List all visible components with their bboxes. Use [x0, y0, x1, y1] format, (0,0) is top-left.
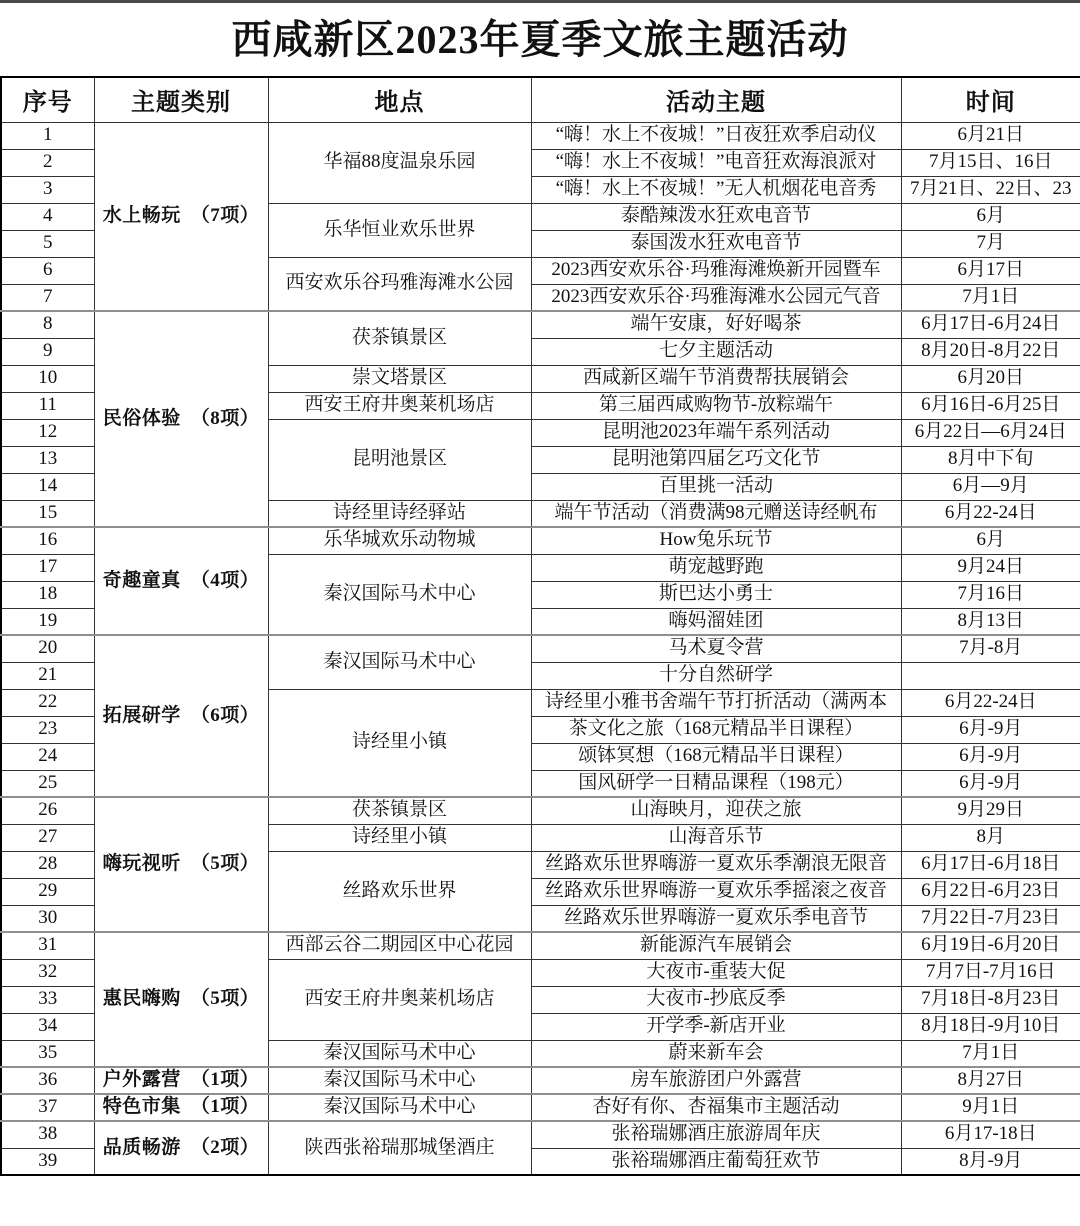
row-number-cell: 25 [1, 770, 94, 797]
time-cell: 6月19日-6月20日 [901, 932, 1080, 959]
activity-cell: 大夜市-抄底反季 [531, 986, 901, 1013]
time-cell: 9月24日 [901, 554, 1080, 581]
category-cell: 特色市集 （1项） [94, 1094, 268, 1121]
time-cell: 6月—9月 [901, 473, 1080, 500]
activity-cell: 山海音乐节 [531, 824, 901, 851]
row-number-cell: 2 [1, 149, 94, 176]
row-number-cell: 13 [1, 446, 94, 473]
row-number-cell: 26 [1, 797, 94, 824]
row-number-cell: 15 [1, 500, 94, 527]
activity-cell: 新能源汽车展销会 [531, 932, 901, 959]
row-number-cell: 17 [1, 554, 94, 581]
row-number-cell: 29 [1, 878, 94, 905]
time-cell: 6月22-24日 [901, 500, 1080, 527]
activity-cell: 西咸新区端午节消费帮扶展销会 [531, 365, 901, 392]
row-number-cell: 34 [1, 1013, 94, 1040]
location-cell: 秦汉国际马术中心 [268, 1094, 531, 1121]
row-number-cell: 8 [1, 311, 94, 338]
activity-cell: 杏好有你、杏福集市主题活动 [531, 1094, 901, 1121]
table-row [1, 122, 1080, 149]
row-number-cell: 10 [1, 365, 94, 392]
activity-cell: 端午节活动（消费满98元赠送诗经帆布 [531, 500, 901, 527]
time-cell: 6月22-24日 [901, 689, 1080, 716]
activity-cell: 萌宠越野跑 [531, 554, 901, 581]
time-cell: 7月18日-8月23日 [901, 986, 1080, 1013]
row-number-cell: 6 [1, 257, 94, 284]
time-cell: 8月 [901, 824, 1080, 851]
activity-cell: How兔乐玩节 [531, 527, 901, 554]
table-row [1, 932, 1080, 959]
time-cell: 6月21日 [901, 122, 1080, 149]
table-header [1, 77, 1080, 122]
time-cell: 6月17日-6月24日 [901, 311, 1080, 338]
header-activity: 活动主题 [531, 77, 901, 122]
table-row [1, 527, 1080, 554]
activity-cell: 斯巴达小勇士 [531, 581, 901, 608]
activity-cell: 蔚来新车会 [531, 1040, 901, 1067]
time-cell: 6月-9月 [901, 716, 1080, 743]
activity-cell: 颂钵冥想（168元精品半日课程） [531, 743, 901, 770]
table-row [1, 1121, 1080, 1148]
activity-cell: 2023西安欢乐谷·玛雅海滩焕新开园暨车 [531, 257, 901, 284]
location-cell: 秦汉国际马术中心 [268, 554, 531, 635]
time-cell: 6月 [901, 527, 1080, 554]
time-cell: 8月18日-9月10日 [901, 1013, 1080, 1040]
time-cell: 8月13日 [901, 608, 1080, 635]
time-cell: 6月-9月 [901, 743, 1080, 770]
table-row [1, 1094, 1080, 1121]
activity-cell: 茶文化之旅（168元精品半日课程） [531, 716, 901, 743]
time-cell [901, 662, 1080, 689]
table-row [1, 311, 1080, 338]
time-cell: 7月1日 [901, 1040, 1080, 1067]
row-number-cell: 12 [1, 419, 94, 446]
time-cell: 6月16日-6月25日 [901, 392, 1080, 419]
activity-cell: “嗨！水上不夜城！”日夜狂欢季启动仪 [531, 122, 901, 149]
time-cell: 6月22日—6月24日 [901, 419, 1080, 446]
time-cell: 6月17-18日 [901, 1121, 1080, 1148]
location-cell: 西安王府井奥莱机场店 [268, 392, 531, 419]
time-cell: 7月 [901, 230, 1080, 257]
activity-cell: 嗨妈溜娃团 [531, 608, 901, 635]
row-number-cell: 11 [1, 392, 94, 419]
row-number-cell: 3 [1, 176, 94, 203]
row-number-cell: 1 [1, 122, 94, 149]
activity-cell: 丝路欢乐世界嗨游一夏欢乐季潮浪无限音 [531, 851, 901, 878]
time-cell: 8月20日-8月22日 [901, 338, 1080, 365]
activity-table-body [1, 122, 1080, 1175]
header-no: 序号 [1, 77, 94, 122]
activity-cell: “嗨！水上不夜城！”电音狂欢海浪派对 [531, 149, 901, 176]
time-cell: 6月-9月 [901, 770, 1080, 797]
row-number-cell: 23 [1, 716, 94, 743]
row-number-cell: 31 [1, 932, 94, 959]
activity-cell: 丝路欢乐世界嗨游一夏欢乐季摇滚之夜音 [531, 878, 901, 905]
location-cell: 茯茶镇景区 [268, 797, 531, 824]
category-cell: 户外露营 （1项） [94, 1067, 268, 1094]
category-cell: 拓展研学 （6项） [94, 635, 268, 797]
row-number-cell: 4 [1, 203, 94, 230]
location-cell: 西安欢乐谷玛雅海滩水公园 [268, 257, 531, 311]
activity-cell: 诗经里小雅书舍端午节打折活动（满两本 [531, 689, 901, 716]
activity-cell: 张裕瑞娜酒庄旅游周年庆 [531, 1121, 901, 1148]
row-number-cell: 22 [1, 689, 94, 716]
time-cell: 7月15日、16日 [901, 149, 1080, 176]
location-cell: 华福88度温泉乐园 [268, 122, 531, 203]
location-cell: 西安王府井奥莱机场店 [268, 959, 531, 1040]
row-number-cell: 30 [1, 905, 94, 932]
row-number-cell: 20 [1, 635, 94, 662]
time-cell: 7月7日-7月16日 [901, 959, 1080, 986]
activity-cell: 张裕瑞娜酒庄葡萄狂欢节 [531, 1148, 901, 1175]
location-cell: 诗经里小镇 [268, 689, 531, 797]
time-cell: 7月-8月 [901, 635, 1080, 662]
row-number-cell: 21 [1, 662, 94, 689]
location-cell: 秦汉国际马术中心 [268, 635, 531, 689]
time-cell: 6月17日-6月18日 [901, 851, 1080, 878]
row-number-cell: 9 [1, 338, 94, 365]
activity-cell: 昆明池第四届乞巧文化节 [531, 446, 901, 473]
location-cell: 陕西张裕瑞那城堡酒庄 [268, 1121, 531, 1175]
activity-cell: 开学季-新店开业 [531, 1013, 901, 1040]
category-cell: 惠民嗨购 （5项） [94, 932, 268, 1067]
activity-cell: 第三届西咸购物节-放粽端午 [531, 392, 901, 419]
category-cell: 嗨玩视听 （5项） [94, 797, 268, 932]
location-cell: 茯茶镇景区 [268, 311, 531, 365]
row-number-cell: 33 [1, 986, 94, 1013]
row-number-cell: 19 [1, 608, 94, 635]
row-number-cell: 28 [1, 851, 94, 878]
table-row [1, 797, 1080, 824]
location-cell: 乐华恒业欢乐世界 [268, 203, 531, 257]
row-number-cell: 39 [1, 1148, 94, 1175]
time-cell: 7月1日 [901, 284, 1080, 311]
time-cell: 8月27日 [901, 1067, 1080, 1094]
time-cell: 6月 [901, 203, 1080, 230]
header-category: 主题类别 [94, 77, 268, 122]
location-cell: 乐华城欢乐动物城 [268, 527, 531, 554]
time-cell: 6月22日-6月23日 [901, 878, 1080, 905]
time-cell: 7月16日 [901, 581, 1080, 608]
activity-cell: 大夜市-重装大促 [531, 959, 901, 986]
time-cell: 8月-9月 [901, 1148, 1080, 1175]
row-number-cell: 14 [1, 473, 94, 500]
time-cell: 9月1日 [901, 1094, 1080, 1121]
activity-cell: 百里挑一活动 [531, 473, 901, 500]
location-cell: 丝路欢乐世界 [268, 851, 531, 932]
activity-table [0, 76, 1080, 1176]
page-title: 西咸新区2023年夏季文旅主题活动 [231, 17, 849, 62]
location-cell: 秦汉国际马术中心 [268, 1067, 531, 1094]
time-cell: 6月20日 [901, 365, 1080, 392]
row-number-cell: 18 [1, 581, 94, 608]
time-cell: 8月中下旬 [901, 446, 1080, 473]
row-number-cell: 24 [1, 743, 94, 770]
activity-cell: 2023西安欢乐谷·玛雅海滩水公园元气音 [531, 284, 901, 311]
time-cell: 9月29日 [901, 797, 1080, 824]
activity-cell: 马术夏令营 [531, 635, 901, 662]
row-number-cell: 38 [1, 1121, 94, 1148]
activity-cell: “嗨！水上不夜城！”无人机烟花电音秀 [531, 176, 901, 203]
row-number-cell: 35 [1, 1040, 94, 1067]
row-number-cell: 37 [1, 1094, 94, 1121]
activity-cell: 泰国泼水狂欢电音节 [531, 230, 901, 257]
activity-cell: 丝路欢乐世界嗨游一夏欢乐季电音节 [531, 905, 901, 932]
row-number-cell: 27 [1, 824, 94, 851]
location-cell: 崇文塔景区 [268, 365, 531, 392]
category-cell: 水上畅玩 （7项） [94, 122, 268, 311]
location-cell: 诗经里诗经驿站 [268, 500, 531, 527]
location-cell: 昆明池景区 [268, 419, 531, 500]
row-number-cell: 16 [1, 527, 94, 554]
header-row [1, 77, 1080, 122]
activity-cell: 昆明池2023年端午系列活动 [531, 419, 901, 446]
activity-cell: 七夕主题活动 [531, 338, 901, 365]
location-cell: 秦汉国际马术中心 [268, 1040, 531, 1067]
activity-cell: 国风研学一日精品课程（198元） [531, 770, 901, 797]
row-number-cell: 32 [1, 959, 94, 986]
location-cell: 诗经里小镇 [268, 824, 531, 851]
activity-cell: 房车旅游团户外露营 [531, 1067, 901, 1094]
row-number-cell: 5 [1, 230, 94, 257]
category-cell: 奇趣童真 （4项） [94, 527, 268, 635]
table-row [1, 1067, 1080, 1094]
table-row [1, 635, 1080, 662]
activity-cell: 端午安康，好好喝茶 [531, 311, 901, 338]
location-cell: 西部云谷二期园区中心花园 [268, 932, 531, 959]
activity-cell: 十分自然研学 [531, 662, 901, 689]
activity-cell: 山海映月，迎茯之旅 [531, 797, 901, 824]
row-number-cell: 7 [1, 284, 94, 311]
header-location: 地点 [268, 77, 531, 122]
time-cell: 7月21日、22日、23 [901, 176, 1080, 203]
category-cell: 民俗体验 （8项） [94, 311, 268, 527]
activity-cell: 泰酷辣泼水狂欢电音节 [531, 203, 901, 230]
time-cell: 7月22日-7月23日 [901, 905, 1080, 932]
category-cell: 品质畅游 （2项） [94, 1121, 268, 1175]
time-cell: 6月17日 [901, 257, 1080, 284]
header-time: 时间 [901, 77, 1080, 122]
row-number-cell: 36 [1, 1067, 94, 1094]
